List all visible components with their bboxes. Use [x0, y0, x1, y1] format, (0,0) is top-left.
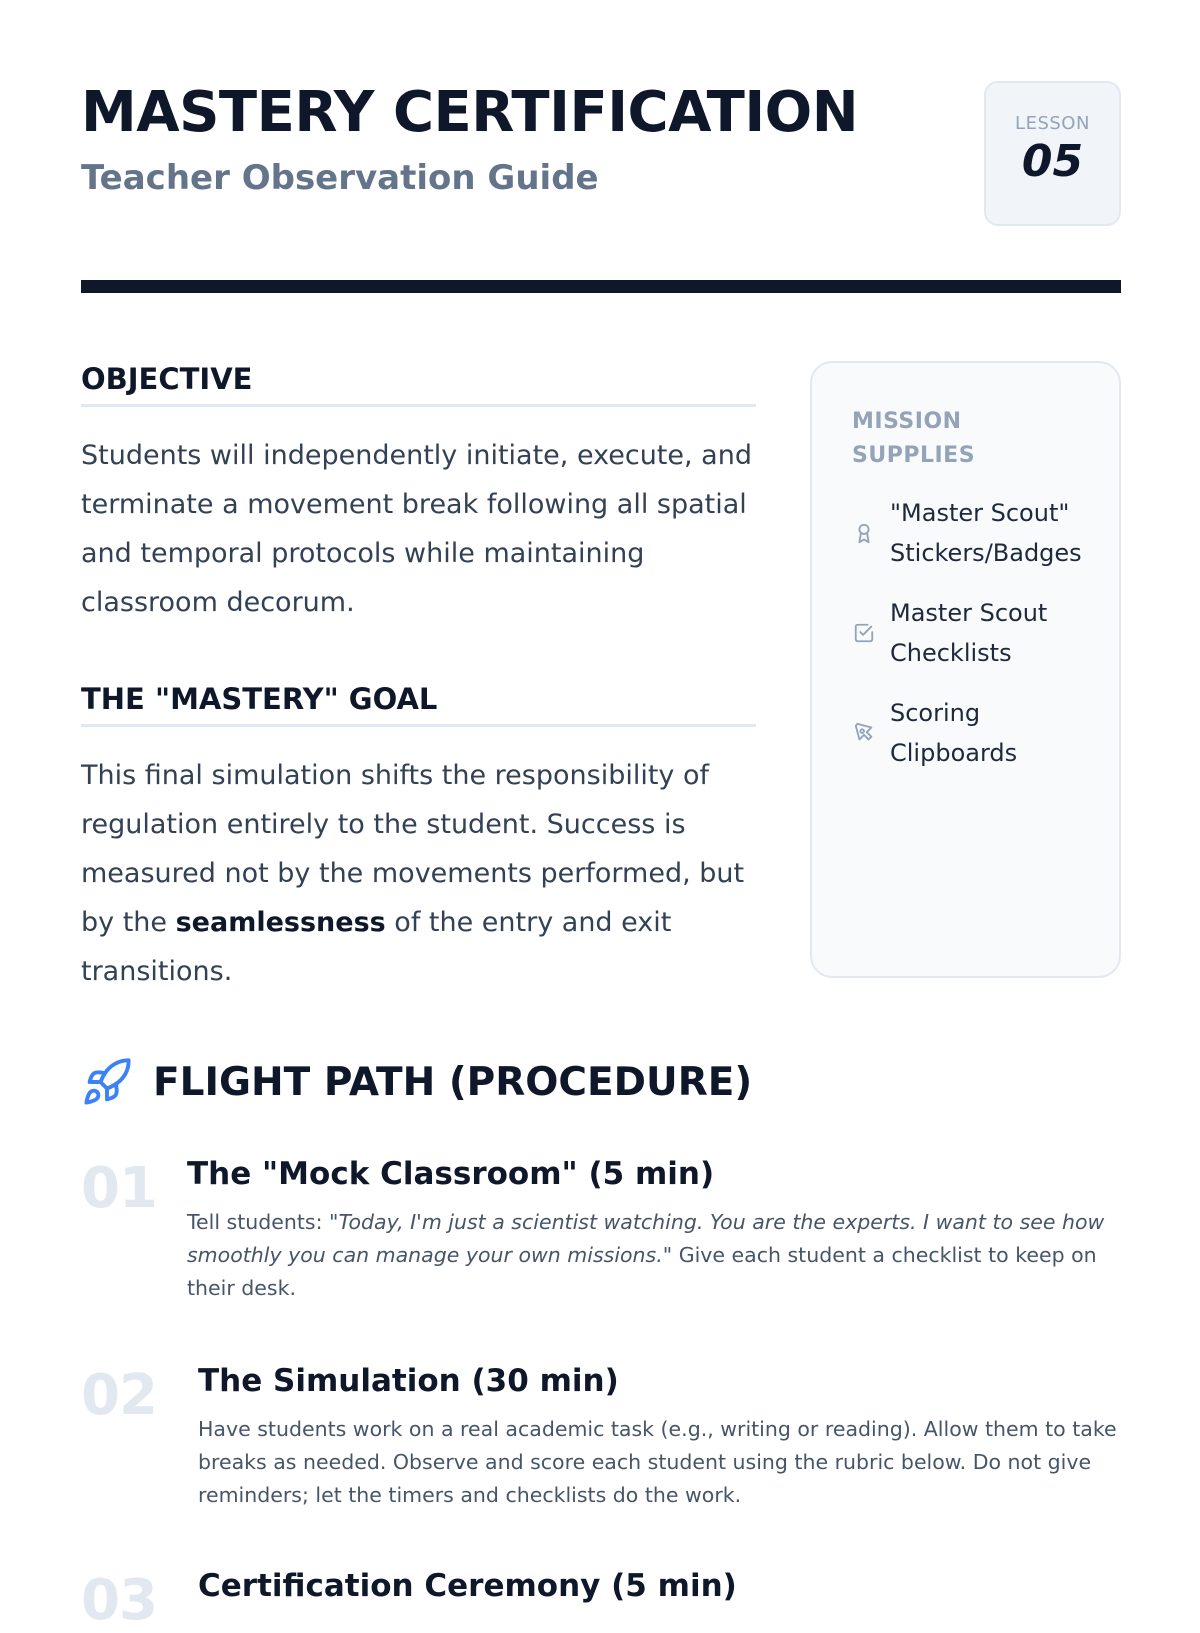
goal-section [81, 682, 756, 996]
step-title: Certification Ceremony (5 min) [198, 1568, 737, 1604]
supplies-title-line1: MISSION [852, 409, 962, 434]
supply-label: "Master Scout" Stickers/Badges [890, 499, 1082, 567]
step-body [198, 1568, 1121, 1604]
lesson-number: 05 [1021, 136, 1084, 187]
step-tail: Give each student a checklist to keep on their desk. [187, 1243, 1097, 1300]
step-body [187, 1156, 1121, 1305]
goal-text-bold: seamlessness [175, 907, 386, 938]
supply-label: Master Scout Checklists [890, 599, 1048, 667]
supply-item [852, 493, 1081, 573]
pen-tool-icon [852, 721, 876, 745]
award-icon [852, 521, 876, 545]
objective-heading: OBJECTIVE [81, 362, 756, 407]
step-title: The Simulation (30 min) [198, 1363, 619, 1399]
supplies-title-line2: SUPPLIES [852, 443, 976, 468]
step-description [187, 1206, 1121, 1305]
supply-label: Scoring Clipboards [890, 699, 1018, 767]
objective-text: Students will independently initiate, execute, and terminate a movement break following all spatial and temporal protocols while maintaining classroom decorum. [81, 440, 752, 618]
checkbox-icon [852, 621, 876, 645]
main-content [81, 362, 756, 996]
header-divider [81, 280, 1121, 293]
supplies-list [852, 493, 1081, 773]
header [81, 76, 1121, 226]
step-description: Have students work on a real academic task (e.g., writing or reading). Allow them to take breaks as needed. Observe and score each student using the rubric below. Do not give reminders; let the timers and checklists do the work. [198, 1417, 1117, 1507]
procedure-heading-row [81, 1056, 1121, 1108]
step-body [198, 1363, 1121, 1512]
goal-text-before: This final simulation shifts the responsibility of regulation entirely to the student. Success is measured not by the movements performed, but by the [81, 760, 745, 938]
step-number: 03 [81, 1568, 157, 1633]
goal-text [81, 751, 756, 996]
goal-text-after: of the entry and exit transitions. [81, 907, 672, 987]
page-subtitle: Teacher Observation Guide [81, 158, 599, 198]
procedure-title: FLIGHT PATH (PROCEDURE) [153, 1059, 753, 1105]
page-title: MASTERY CERTIFICATION [81, 80, 859, 145]
supply-item [852, 693, 1081, 773]
step-lead: Tell students: [187, 1210, 330, 1234]
mission-supplies-card [810, 361, 1121, 978]
supplies-title [852, 405, 1081, 473]
procedure-section [81, 1056, 1121, 1633]
lesson-page [81, 0, 1121, 1633]
goal-heading: THE "MASTERY" GOAL [81, 682, 756, 727]
rocket-icon [81, 1056, 133, 1108]
step-number: 01 [81, 1156, 157, 1221]
step-number: 02 [81, 1363, 157, 1428]
step-quote: "Today, I'm just a scientist watching. You are the experts. I want to see how smoothly you can manage your own missions." [187, 1210, 1105, 1267]
lesson-badge [984, 81, 1121, 226]
objective-section [81, 362, 756, 627]
supply-item [852, 593, 1081, 673]
step-title: The "Mock Classroom" (5 min) [187, 1156, 715, 1192]
lesson-label: LESSON [1015, 113, 1090, 134]
